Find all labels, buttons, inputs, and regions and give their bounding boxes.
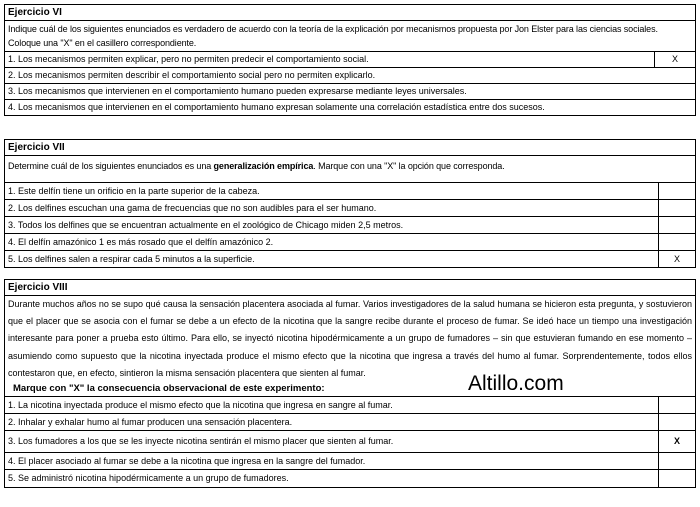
exercise-6-intro: Indique cuál de los siguientes enunciados es verdadero de acuerdo con la teoría de la explicación por mecanismos propuesta por Jon Elster para las ciencias sociales. Coloque una "X" en el casillero correspondiente. [8, 24, 658, 48]
exercise-6-title: Ejercicio VI [5, 5, 695, 21]
option-mark[interactable] [658, 414, 695, 430]
option-text: 4. Los mecanismos que intervienen en el comportamiento humano expresan solamente una correlación estadística entre dos sucesos. [8, 102, 545, 112]
exercise-8 [4, 279, 696, 488]
intro-bold: generalización empírica [213, 161, 314, 171]
option-text: 5. Se administró nicotina hipodérmicamente a un grupo de fumadores. [8, 473, 289, 484]
exercise-8-instruction: Marque con "X" la consecuencia observacional de este experimento: [13, 383, 325, 395]
option-text: 2. Inhalar y exhalar humo al fumar producen una sensación placentera. [8, 417, 293, 428]
table-row [5, 469, 695, 487]
exercise-7-title: Ejercicio VII [5, 140, 695, 156]
option-mark[interactable] [658, 453, 695, 469]
option-mark[interactable]: X [658, 431, 695, 452]
table-row [5, 413, 695, 430]
option-mark[interactable]: X [658, 251, 695, 267]
table-row [5, 452, 695, 469]
option-text: 4. El delfín amazónico 1 es más rosado que el delfín amazónico 2. [8, 237, 274, 247]
option-text: 1. Este delfín tiene un orificio en la parte superior de la cabeza. [8, 186, 260, 196]
option-text: 2. Los delfines escuchan una gama de frecuencias que no son audibles para el ser humano. [8, 203, 377, 213]
option-mark[interactable]: X [654, 52, 695, 67]
option-mark[interactable] [658, 470, 695, 487]
option-mark[interactable] [658, 217, 695, 233]
table-row [5, 199, 695, 216]
watermark: Altillo.com [468, 372, 564, 395]
option-text: 2. Los mecanismos permiten describir el comportamiento social pero no permiten explicarlo. [8, 70, 376, 80]
option-text: 1. Los mecanismos permiten explicar, pero no permiten predecir el comportamiento social. [8, 54, 369, 64]
option-mark[interactable] [658, 183, 695, 199]
option-text: 4. El placer asociado al fumar se debe a la nicotina que ingresa en la sangre del fumador. [8, 456, 366, 467]
option-mark[interactable] [658, 397, 695, 413]
option-text: 5. Los delfines salen a respirar cada 5 minutos a la superficie. [8, 254, 255, 264]
exercise-8-title: Ejercicio VIII [5, 280, 695, 296]
option-text: 3. Los fumadores a los que se les inyecte nicotina sentirán el mismo placer que sienten al fumar. [8, 436, 394, 447]
table-row [5, 396, 695, 413]
table-row [5, 51, 695, 67]
option-text: 3. Los mecanismos que intervienen en el comportamiento humano pueden expresarse mediante leyes universales. [8, 86, 467, 96]
option-mark[interactable] [658, 234, 695, 250]
exercise-6 [4, 4, 696, 116]
intro-post: . Marque con una "X" la opción que corresponda. [313, 161, 505, 171]
exercise-7 [4, 139, 696, 268]
table-row [5, 430, 695, 452]
table-row [5, 67, 695, 83]
table-row [5, 233, 695, 250]
table-row [5, 83, 695, 99]
table-row [5, 99, 695, 115]
table-row [5, 250, 695, 267]
option-text: 3. Todos los delfines que se encuentran actualmente en el zoológico de Chicago miden 2,5 metros. [8, 220, 404, 230]
option-mark[interactable] [658, 200, 695, 216]
table-row [5, 216, 695, 233]
exercise-8-paragraph: Durante muchos años no se supo qué causa la sensación placentera asociada al fumar. Varios investigadores de la salud humana se hicieron esta pregunta, y sostuvieron que el placer que se asocia con el fumar se debe a un efecto de la nicotina que la sangre recibe durante el proceso de fumar. Se ideó hace un tiempo una investigación interesante para poner a prueba esto último. Para ello, se inyectó nicotina hipodérmicamente a un grupo de fumadores – sin que estuvieran fumando en ese momento – asumiendo como supuesto que la nicotina inyectada produce el mismo efecto que la nicotina que ingresa a través del humo al fumar. Sorprendentemente, todos ellos contestaron que, en efecto, sintieron la misma sensación placentera que sienten al fumar. [8, 299, 692, 378]
exercise-7-intro [5, 156, 695, 176]
intro-pre: Determine cuál de los siguientes enunciados es una [8, 161, 214, 171]
option-text: 1. La nicotina inyectada produce el mismo efecto que la nicotina que ingresa en sangre al fumar. [8, 400, 393, 411]
table-row [5, 182, 695, 199]
